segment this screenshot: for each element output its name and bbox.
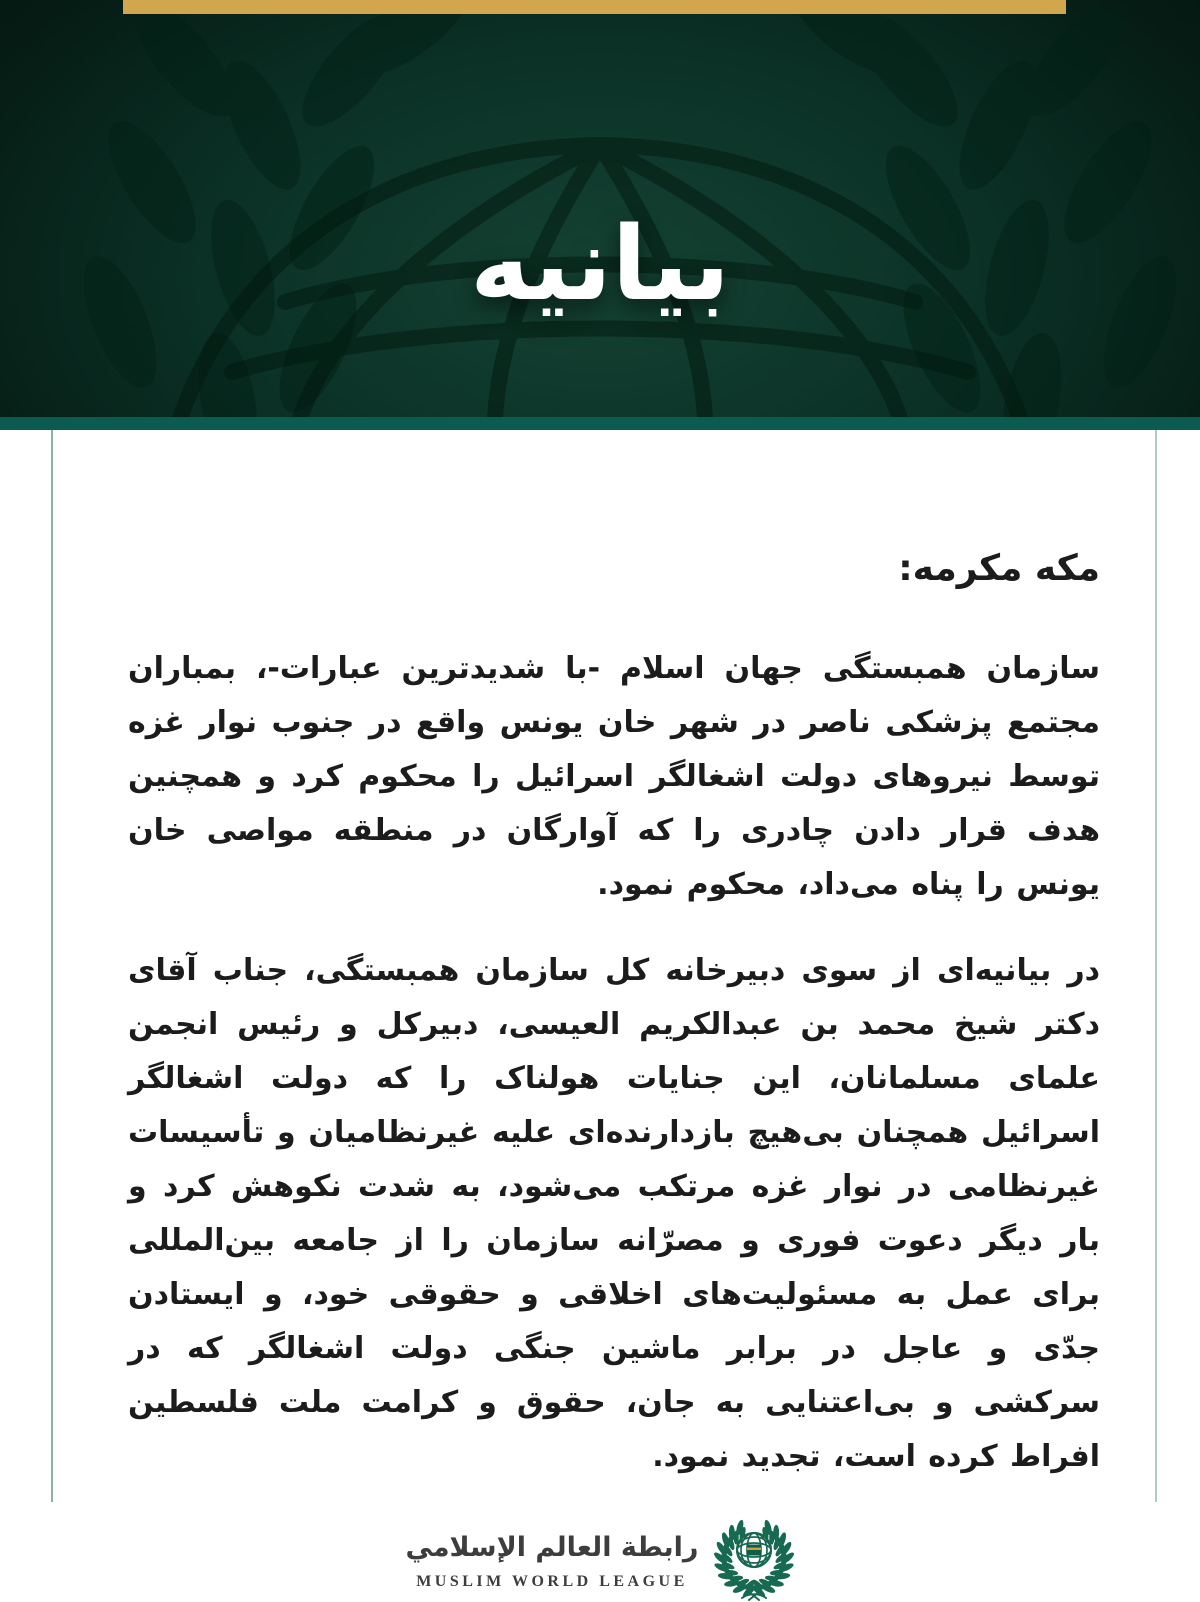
mwl-logo-text [406,1525,699,1591]
emblem-wreath-leaves [713,1519,796,1599]
right-border-rule [1155,430,1157,1502]
emblem-kaaba [747,1545,761,1556]
statement-paragraph-1: سازمان همبستگی جهان اسلام -با شدیدترین عبارات-، بمباران مجتمع پزشکی ناصر در شهر خان یونس واقع در جنوب نوار غزه توسط نیروهای دولت اشغالگر اسرائیل را محکوم کرد و همچنین هدف قرار دادن چادری را که آوارگان در منطقه مواصی خان یونس را پناه می‌داد، محکوم نمود. [128,651,1100,902]
statement-content [0,430,1200,1590]
teal-divider-band [0,417,1200,430]
header-banner [0,0,1200,430]
left-border-rule [51,430,53,1502]
mwl-calligraphy: رابطة العالم الإسلامي [405,1532,699,1563]
mwl-emblem-icon [714,1514,794,1602]
gold-accent-bar [123,0,1066,14]
location-heading: مکه مکرمه: [898,548,1100,589]
mwl-logo [0,1514,1200,1602]
statement-paragraph-2: در بیانیه‌ای از سوی دبیرخانه کل سازمان همبستگی، جناب آقای دکتر شیخ محمد بن عبدالکریم العیسی، دبیرکل و رئیس انجمن علمای مسلمانان، این جنایات هولناک را که دولت اشغالگر اسرائیل همچنان بی‌هیچ بازدارنده‌ای علیه غیرنظامیان و تأسیسات غیرنظامی در نوار غزه مرتکب می‌شود، به شدت نکوهش کرد و بار دیگر دعوت فوری و مصرّانه سازمان را از جامعه بین‌المللی برای عمل به مسئولیت‌های اخلاقی و حقوقی خود، و ایستادن جدّی و عاجل در برابر ماشین جنگی دولت اشغالگر که در سرکشی و بی‌اعتنایی به جان، حقوق و کرامت ملت فلسطین افراط کرده است، تجدید نمود. [128,953,1100,1474]
statement-title: بیانیه [469,205,731,324]
mwl-org-name: MUSLIM WORLD LEAGUE [416,1573,688,1590]
